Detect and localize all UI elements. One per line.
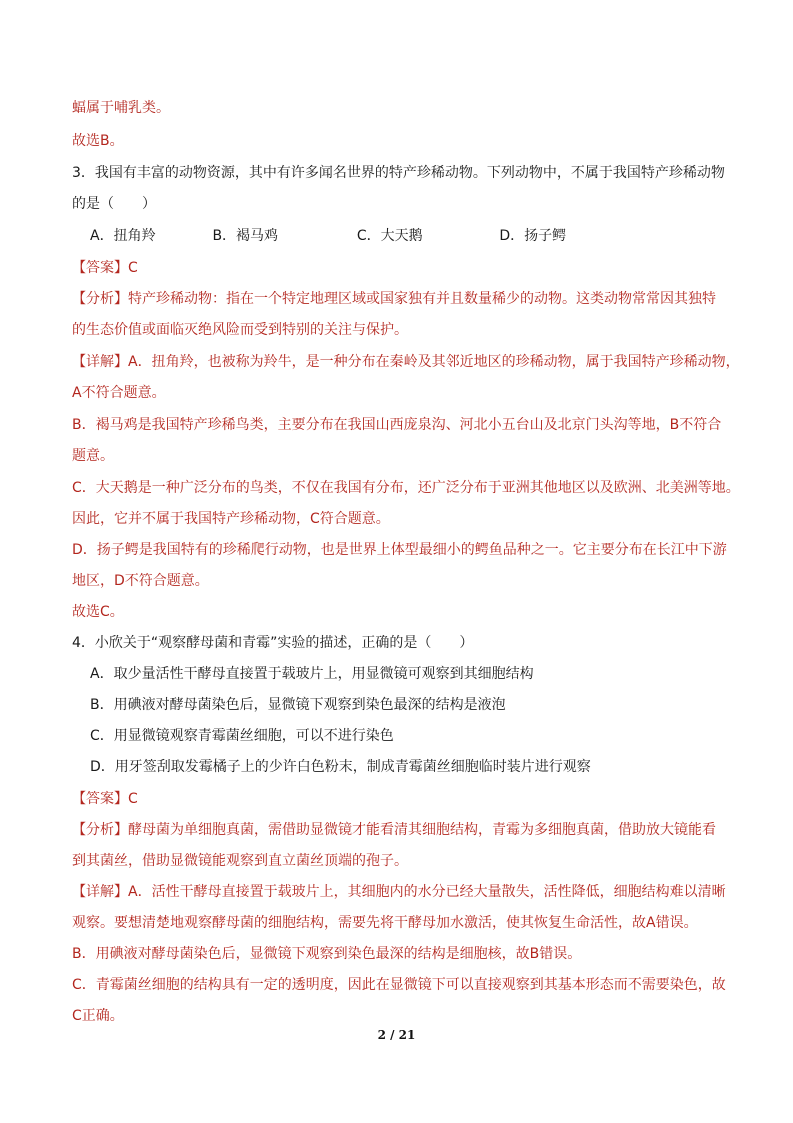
question-3: 3．我国有丰富的动物资源，其中有许多闻名世界的特产珍稀动物。下列动物中，不属于我国特产珍稀动物 xyxy=(72,165,725,181)
analysis-text: 特产珍稀动物：指在一个特定地理区域或国家独有并且数量稀少的动物。这类动物常常因其独特 xyxy=(128,291,716,307)
detail-text: 因此，它并不属于我国特产珍稀动物，C符合题意。 xyxy=(72,511,390,527)
answer-line xyxy=(72,258,138,278)
detail-tag: 【详解】 xyxy=(72,354,128,370)
text-line: 蝠属于哺乳类。 xyxy=(72,100,170,116)
detail-text: B．用碘液对酵母菌染色后，显微镜下观察到染色最深的结构是细胞核，故B错误。 xyxy=(72,946,582,962)
option-d: D．扬子鳄 xyxy=(499,228,567,244)
detail-text: 题意。 xyxy=(72,448,114,464)
answer-value: C xyxy=(128,791,138,807)
analysis-tag: 【分析】 xyxy=(72,291,128,307)
analysis-line xyxy=(72,820,716,840)
detail-text: D．扬子鳄是我国特有的珍稀爬行动物，也是世界上体型最细小的鳄鱼品种之一。它主要分布在长江中下游 xyxy=(72,542,727,558)
option-a: A．取少量活性干酵母直接置于载玻片上，用显微镜可观察到其细胞结构 xyxy=(90,666,534,682)
option-c: C．大天鹅 xyxy=(356,228,423,244)
text-line: 故选C。 xyxy=(72,604,124,620)
option-c: C．用显微镜观察青霉菌丝细胞，可以不进行染色 xyxy=(90,728,394,744)
answer-tag: 【答案】 xyxy=(72,260,128,276)
analysis-text: 到其菌丝，借助显微镜能观察到直立菌丝顶端的孢子。 xyxy=(72,853,408,869)
detail-text: A．活性干酵母直接置于载玻片上，其细胞内的水分已经大量散失，活性降低，细胞结构难以清晰 xyxy=(128,884,726,900)
detail-text: 观察。要想清楚地观察酵母菌的细胞结构，需要先将干酵母加水激活，使其恢复生命活性，故A错误。 xyxy=(72,915,698,931)
detail-tag: 【详解】 xyxy=(72,884,128,900)
question-3-cont: 的是（ ） xyxy=(72,196,156,212)
detail-text: C．青霉菌丝细胞的结构具有一定的透明度，因此在显微镜下可以直接观察到其基本形态而不需要染色，故 xyxy=(72,977,726,993)
detail-text: C．大天鹅是一种广泛分布的鸟类，不仅在我国有分布，还广泛分布于亚洲其他地区以及欧洲、北美洲等地。 xyxy=(72,480,740,496)
analysis-tag: 【分析】 xyxy=(72,822,128,838)
analysis-text: 的生态价值或面临灭绝风险而受到特别的关注与保护。 xyxy=(72,322,408,338)
page-number: 2 / 21 xyxy=(377,1028,416,1042)
detail-text: A．扭角羚，也被称为羚牛，是一种分布在秦岭及其邻近地区的珍稀动物，属于我国特产珍稀动物， xyxy=(128,354,740,370)
detail-text: 地区，D不符合题意。 xyxy=(72,573,209,589)
option-a: A．扭角羚 xyxy=(90,228,156,244)
question-4: 4．小欣关于“观察酵母菌和青霉”实验的描述，正确的是（ ） xyxy=(72,635,474,651)
analysis-text: 酵母菌为单细胞真菌，需借助显微镜才能看清其细胞结构，青霉为多细胞真菌，借助放大镜能看 xyxy=(128,822,716,838)
question-3-options xyxy=(90,226,566,246)
option-b: B．用碘液对酵母菌染色后，显微镜下观察到染色最深的结构是液泡 xyxy=(90,697,506,713)
answer-tag: 【答案】 xyxy=(72,791,128,807)
option-d: D．用牙签刮取发霉橘子上的少许白色粉末，制成青霉菌丝细胞临时装片进行观察 xyxy=(90,759,591,775)
detail-text: A不符合题意。 xyxy=(72,385,166,401)
detail-line xyxy=(72,882,726,902)
detail-line xyxy=(72,352,740,372)
text-line: 故选B。 xyxy=(72,133,124,149)
answer-value: C xyxy=(128,260,138,276)
analysis-line xyxy=(72,289,716,309)
option-b: B．褐马鸡 xyxy=(212,228,279,244)
detail-text: C正确。 xyxy=(72,1008,124,1024)
answer-line xyxy=(72,789,138,809)
detail-text: B．褐马鸡是我国特产珍稀鸟类，主要分布在我国山西庞泉沟、河北小五台山及北京门头沟等地，B不符合 xyxy=(72,417,722,433)
